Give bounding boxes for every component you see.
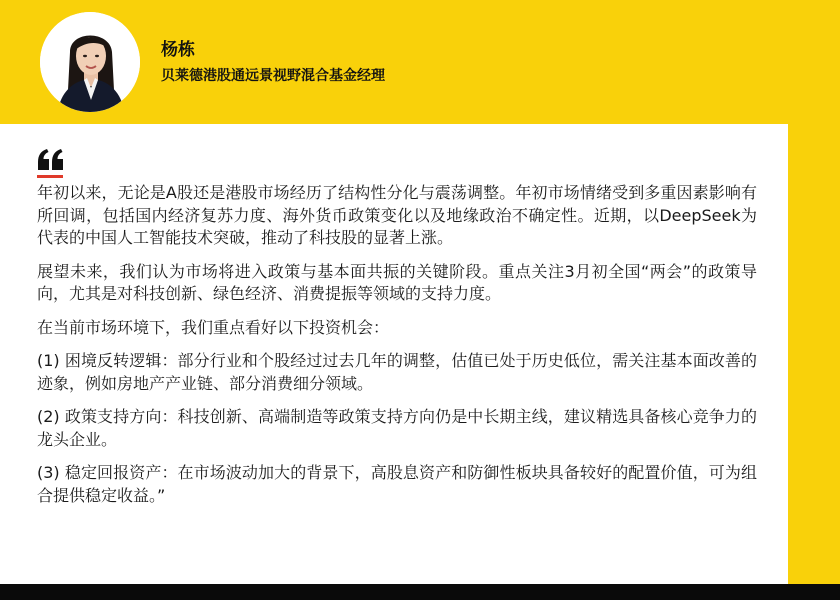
- side-band: [788, 124, 840, 584]
- paragraph: (1) 困境反转逻辑：部分行业和个股经过过去几年的调整，估值已处于历史低位，需关注基本面改善的迹象，例如房地产产业链、部分消费细分领域。: [37, 351, 757, 393]
- speaker-name: 杨栋: [161, 40, 195, 60]
- speaker-role: 贝莱德港股通远景视野混合基金经理: [161, 68, 385, 84]
- paragraph: 展望未来，我们认为市场将进入政策与基本面共振的关键阶段。重点关注3月初全国“两会”的政策导向，尤其是对科技创新、绿色经济、消费提振等领域的支持力度。: [37, 261, 757, 303]
- paragraph: (3) 稳定回报资产：在市场波动加大的背景下，高股息资产和防御性板块具备较好的配置价值，可为组合提供稳定收益。”: [37, 463, 757, 505]
- footer-band: [0, 584, 840, 600]
- quote-underline: [37, 175, 63, 178]
- quote-icon: [37, 148, 65, 174]
- paragraph: (2) 政策支持方向：科技创新、高端制造等政策支持方向仍是中长期主线，建议精选具备核心竞争力的龙头企业。: [37, 407, 757, 449]
- paragraph: 年初以来，无论是A股还是港股市场经历了结构性分化与震荡调整。年初市场情绪受到多重因素影响有所回调，包括国内经济复苏力度、海外货币政策变化以及地缘政治不确定性。近期，以DeepSeek为代表的中国人工智能技术突破，推动了科技股的显著上涨。: [37, 183, 757, 247]
- paragraph: 在当前市场环境下，我们重点看好以下投资机会：: [37, 317, 390, 337]
- quote-body: [37, 182, 757, 518]
- avatar: [40, 12, 140, 112]
